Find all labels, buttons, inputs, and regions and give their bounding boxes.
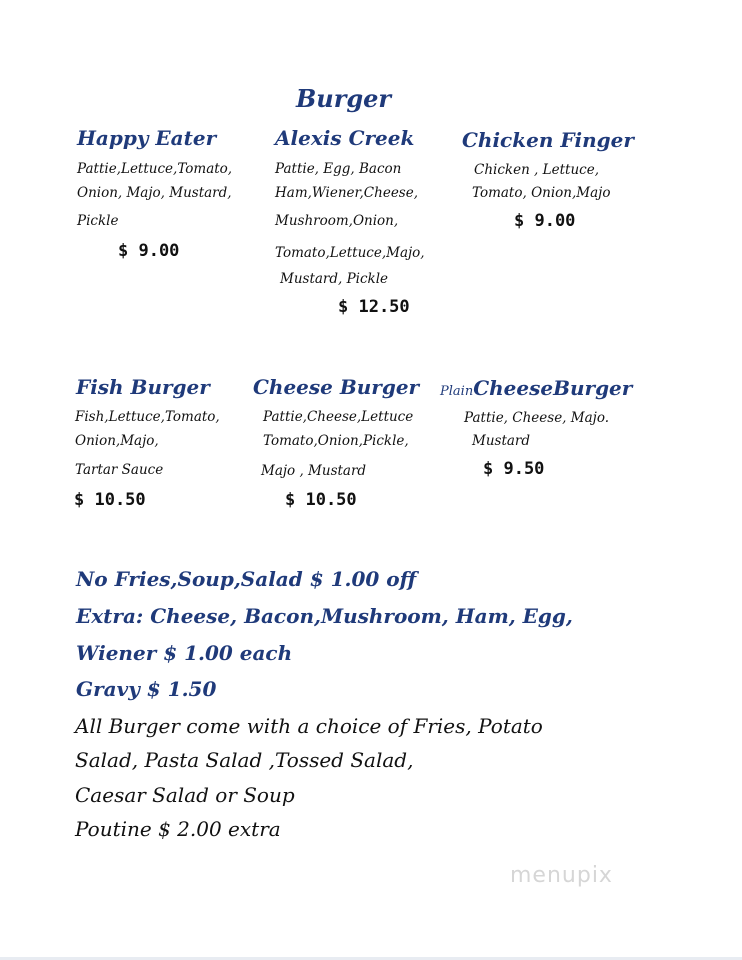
item-ingredient: Pattie, Egg, Bacon (275, 161, 402, 177)
item-ingredient: Tomato,Onion,Pickle, (263, 433, 409, 449)
item-ingredient: Onion,Majo, (75, 433, 159, 449)
item-name: Alexis Creek (275, 126, 415, 150)
item-ingredient: Pattie,Cheese,Lettuce (263, 409, 414, 425)
note-extras: Extra: Cheese, Bacon,Mushroom, Ham, Egg, (76, 604, 573, 628)
item-name: Fish Burger (76, 375, 210, 399)
item-ingredient: Pattie, Cheese, Majo. (464, 410, 610, 426)
item-name-prefix: Plain (440, 384, 474, 399)
item-name: Cheese Burger (253, 375, 420, 399)
item-ingredient: Mustard, Pickle (280, 271, 389, 287)
note-sides-3: Caesar Salad or Soup (75, 783, 295, 807)
item-name: Happy Eater (77, 126, 217, 150)
note-poutine: Poutine $ 2.00 extra (75, 817, 281, 841)
note-wiener: Wiener $ 1.00 each (76, 641, 293, 665)
item-name (440, 376, 632, 400)
item-ingredient: Fish,Lettuce,Tomato, (75, 409, 220, 425)
item-ingredient: Chicken , Lettuce, (474, 162, 599, 178)
item-price: $ 9.00 (118, 241, 180, 261)
item-ingredient: Tomato, Onion,Majo (472, 185, 611, 201)
item-ingredient: Mushroom,Onion, (275, 213, 399, 229)
item-price: $ 9.00 (514, 211, 576, 231)
item-ingredient: Mustard (472, 433, 531, 449)
item-ingredient: Majo , Mustard (261, 463, 367, 479)
item-ingredient: Tartar Sauce (75, 462, 164, 478)
note-sides-2: Salad, Pasta Salad ,Tossed Salad, (75, 748, 414, 772)
item-price: $ 12.50 (338, 297, 410, 317)
item-price: $ 9.50 (483, 459, 545, 479)
note-sides-1: All Burger come with a choice of Fries, Potato (75, 714, 543, 738)
item-ingredient: Pattie,Lettuce,Tomato, (77, 161, 233, 177)
item-name-main: CheeseBurger (473, 376, 633, 400)
item-price: $ 10.50 (74, 490, 146, 510)
item-ingredient: Onion, Majo, Mustard, (77, 185, 232, 201)
item-ingredient: Ham,Wiener,Cheese, (275, 185, 419, 201)
watermark-logo: menupix (510, 863, 613, 888)
note-gravy: Gravy $ 1.50 (76, 677, 217, 701)
item-ingredient: Tomato,Lettuce,Majo, (275, 245, 425, 261)
section-title: Burger (296, 84, 392, 113)
item-name: Chicken Finger (462, 128, 634, 152)
item-price: $ 10.50 (285, 490, 357, 510)
note-no-fries: No Fries,Soup,Salad $ 1.00 off (76, 567, 417, 591)
item-ingredient: Pickle (77, 213, 119, 229)
